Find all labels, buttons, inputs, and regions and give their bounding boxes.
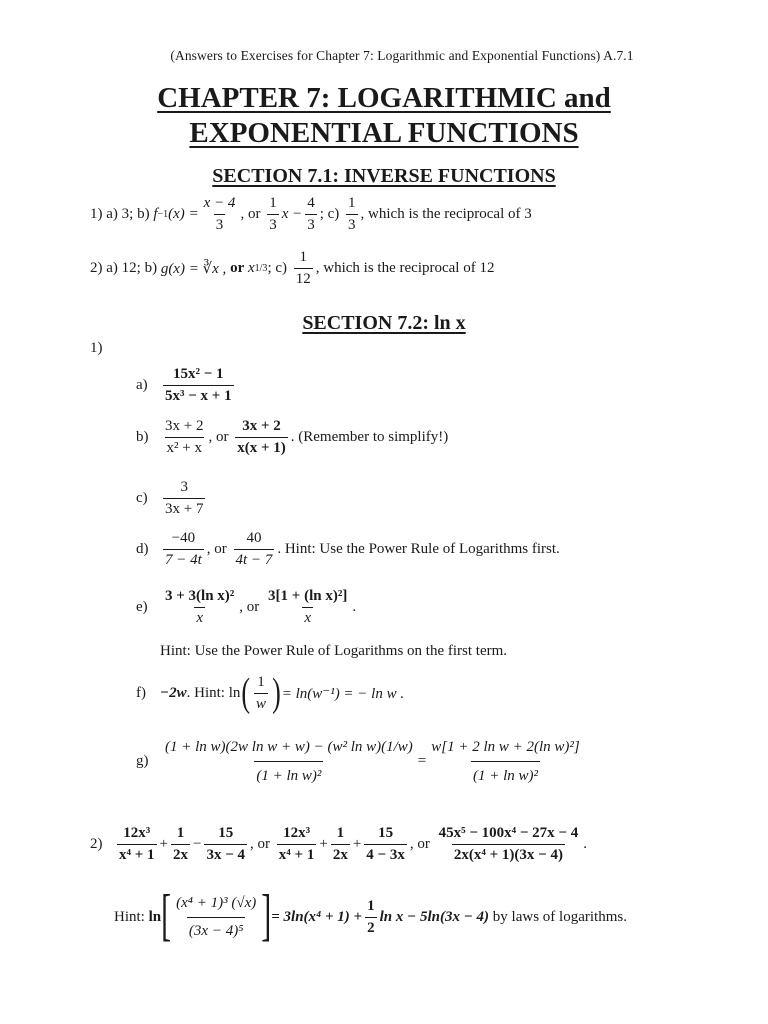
denominator: 2x: [171, 844, 190, 864]
denominator: 3: [305, 214, 317, 234]
fraction: [429, 735, 582, 788]
denominator: 4 − 3x: [364, 844, 407, 864]
fraction: [267, 195, 279, 234]
operator: +: [352, 835, 362, 852]
fraction: [202, 195, 238, 234]
denominator: 4t − 7: [234, 549, 275, 569]
denominator: 3: [214, 214, 226, 234]
hint-text: . Hint: ln: [186, 684, 241, 701]
denominator: (1 + ln w)²: [471, 761, 540, 788]
numerator: 1: [299, 249, 308, 265]
numerator: 1: [257, 674, 265, 690]
fraction: [364, 825, 407, 864]
denominator: x⁴ + 1: [277, 844, 317, 864]
question-1-label: [90, 340, 103, 357]
part-label: a): [136, 376, 148, 393]
power-superscript: 1/3: [254, 262, 268, 274]
fraction: [163, 366, 234, 405]
fraction: [163, 735, 415, 788]
denominator: 12: [294, 268, 313, 288]
numerator: (1 + ln w)(2w ln w + w) − (w² ln w)(1/w): [165, 739, 413, 755]
answer-1d: [136, 530, 560, 569]
fraction: [163, 418, 205, 457]
denominator: x: [194, 607, 205, 627]
fraction: [277, 825, 317, 864]
numerator: −40: [171, 530, 196, 546]
ln-symbol: ln: [148, 908, 162, 925]
hint-rest: = ln(w⁻¹) = − ln w .: [281, 685, 405, 702]
denominator: 2x: [331, 844, 350, 864]
numerator: 12x³: [283, 825, 311, 841]
numerator: w[1 + 2 ln w + 2(ln w)²]: [431, 739, 580, 755]
denominator: 2: [365, 917, 377, 937]
fraction: [163, 530, 204, 569]
denominator: (3x − 4)⁵: [187, 917, 246, 943]
question-number: 2): [90, 835, 103, 852]
denominator: x(x + 1): [235, 437, 288, 457]
or-text: , or: [240, 205, 261, 222]
answer-1g: [136, 735, 585, 788]
hint-1e: Hint: Use the Power Rule of Logarithms on the first term.: [160, 643, 508, 659]
numerator: 1: [176, 825, 185, 841]
denominator: x² + x: [165, 437, 204, 457]
answer-value: −2w: [160, 684, 187, 701]
answer-label: 2) a) 12; b): [90, 259, 158, 276]
denominator: w: [254, 693, 268, 713]
answer-2: [90, 825, 587, 864]
operator: −: [193, 835, 202, 852]
or-text: , or: [250, 835, 271, 852]
answer-label: 1) a) 3; b): [90, 205, 150, 222]
numerator: 3[1 + (ln x)²]: [268, 588, 348, 604]
answer-1e: [136, 588, 356, 627]
denominator: x: [302, 607, 313, 627]
numerator: 1: [367, 897, 375, 914]
right-paren: ): [272, 670, 281, 715]
part-label: g): [136, 753, 149, 769]
answer-1f: [136, 670, 405, 715]
hint-tail: by laws of logarithms.: [492, 908, 627, 925]
part-label: e): [136, 598, 148, 615]
hint-rhs-1: = 3ln(x⁴ + 1) +: [271, 908, 363, 925]
fraction: [163, 479, 205, 518]
numerator: 45x⁵ − 100x⁴ − 27x − 4: [438, 825, 579, 841]
answer-7-1-2: [90, 249, 494, 288]
equals-sign: =: [417, 753, 427, 769]
fraction: [117, 825, 157, 864]
answer-end: .: [583, 835, 587, 852]
numerator: 1: [336, 825, 345, 841]
fraction: [365, 898, 377, 937]
left-bracket: [: [161, 884, 172, 948]
numerator: 15x² − 1: [173, 366, 224, 382]
hint-rhs-2: ln x − 5ln(3x − 4): [379, 908, 490, 925]
numerator: 1: [348, 195, 356, 211]
section-7-2-heading: SECTION 7.2: ln x: [302, 312, 466, 334]
part-label: b): [136, 428, 149, 445]
numerator: 40: [246, 530, 262, 546]
numerator: 4: [307, 195, 315, 211]
denominator: 7 − 4t: [163, 549, 204, 569]
denominator: 3: [267, 214, 279, 234]
fraction: [204, 825, 247, 864]
answer-7-1-1: [90, 195, 532, 234]
left-paren: (: [241, 670, 251, 715]
operator: +: [159, 835, 169, 852]
denominator: x⁴ + 1: [117, 844, 157, 864]
question-number: 1): [90, 340, 103, 356]
part-c-label: ; c): [319, 205, 340, 222]
numerator: 15: [378, 825, 394, 841]
denominator: 3: [346, 214, 358, 234]
fraction: [163, 588, 236, 627]
hint-label: Hint:: [114, 908, 145, 925]
f-symbol: f: [153, 205, 158, 222]
chapter-title-line-2: EXPONENTIAL FUNCTIONS: [189, 117, 579, 149]
answer-tail: , which is the reciprocal of 12: [315, 259, 495, 276]
hint-2: [114, 884, 627, 948]
or-text: , or: [409, 835, 430, 852]
fraction: [294, 249, 313, 288]
fraction: [174, 892, 258, 942]
fraction: [234, 530, 275, 569]
fraction: [437, 825, 581, 864]
denominator: 3x + 7: [163, 498, 205, 518]
answer-tail: . Hint: Use the Power Rule of Logarithms first.: [277, 540, 560, 557]
operator: +: [319, 835, 328, 852]
part-label: f): [136, 684, 146, 701]
fraction: [254, 674, 268, 713]
denominator: 5x³ − x + 1: [163, 385, 234, 405]
answer-tail: . (Remember to simplify!): [290, 428, 449, 445]
denominator: 2x(x⁴ + 1)(3x − 4): [452, 844, 565, 864]
g-definition: g(x) = ∛x ,: [160, 260, 227, 277]
part-label: d): [136, 540, 149, 557]
numerator: 3: [180, 479, 188, 495]
denominator: 3x − 4: [204, 844, 247, 864]
or-text: , or: [239, 598, 260, 615]
fraction: [331, 825, 350, 864]
answer-1c: [136, 479, 208, 518]
answer-1a: [136, 366, 237, 405]
inverse-superscript: −1: [157, 208, 169, 220]
answer-1b: [136, 418, 448, 457]
numerator: 1: [269, 195, 277, 211]
fraction: [171, 825, 190, 864]
answer-tail: , which is the reciprocal of 3: [360, 205, 532, 222]
x-power: x: [247, 259, 255, 276]
f-argument: (x) =: [168, 205, 199, 222]
numerator: 3 + 3(ln x)²: [165, 588, 235, 604]
numerator: 12x³: [123, 825, 151, 841]
numerator: (x⁴ + 1)³ (√x): [176, 895, 257, 911]
or-text: , or: [208, 428, 229, 445]
numerator: 3x + 2: [242, 418, 281, 434]
denominator: (1 + ln w)²: [254, 761, 323, 788]
numerator: 15: [218, 825, 234, 841]
numerator: x − 4: [203, 195, 236, 211]
right-bracket: ]: [261, 884, 272, 948]
fraction: [346, 195, 358, 234]
numerator: 3x + 2: [165, 418, 204, 434]
x-minus: x −: [281, 205, 303, 222]
fraction: [266, 588, 349, 627]
answer-tail: .: [352, 598, 357, 615]
page-header: (Answers to Exercises for Chapter 7: Logarithmic and Exponential Functions) A.7.1: [170, 48, 634, 63]
part-label: c): [136, 489, 148, 506]
part-c-label: ; c): [267, 259, 288, 276]
section-7-1-heading: SECTION 7.1: INVERSE FUNCTIONS: [212, 165, 556, 187]
fraction: [305, 195, 317, 234]
fraction: [235, 418, 288, 457]
or-text: , or: [206, 540, 227, 557]
chapter-title-line-1: CHAPTER 7: LOGARITHMIC and: [157, 82, 611, 114]
or-text: or: [230, 259, 245, 276]
